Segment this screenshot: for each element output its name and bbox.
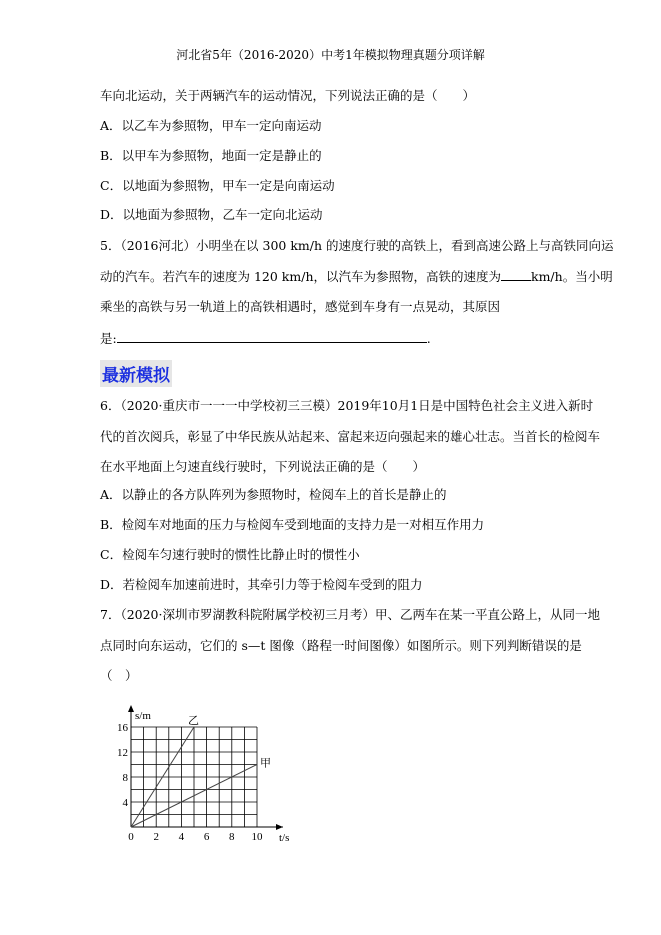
- q7-line2: 点同时向东运动，它们的 s—t 图像（路程一时间图像）如图所示。则下列判断错误的是: [100, 638, 582, 653]
- q4-option-a: A．以乙车为参照物，甲车一定向南运动: [100, 118, 322, 133]
- q5-line2: [100, 268, 613, 285]
- x-tick-label: 4: [178, 831, 185, 843]
- page-header: 河北省5年（2016-2020）中考1年模拟物理真题分项详解: [176, 48, 485, 62]
- q4-option-c: C．以地面为参照物，甲车一定是向南运动: [100, 178, 335, 193]
- series-label-0: 乙: [188, 715, 199, 727]
- q5-line4b: .: [426, 331, 431, 346]
- x-tick-label: 0: [128, 831, 134, 843]
- x-tick-label: 6: [203, 831, 210, 843]
- q4-option-d: D．以地面为参照物，乙车一定向北运动: [100, 207, 323, 222]
- y-tick-label: 12: [117, 747, 128, 759]
- q5-line2b: km/h。当小明: [531, 269, 613, 284]
- q6-option-a: A．以静止的各方队阵列为参照物时，检阅车上的首长是静止的: [100, 487, 447, 502]
- q4-option-b: B．以甲车为参照物，地面一定是静止的: [100, 148, 322, 163]
- x-tick-label: 10: [251, 831, 263, 843]
- q6-line2: 代的首次阅兵，彰显了中华民族从站起来、富起来迈向强起来的雄心壮志。当首长的检阅车: [100, 429, 601, 444]
- y-axis-label: s/m: [135, 710, 151, 722]
- q6-line3: 在水平地面上匀速直线行驶时，下列说法正确的是（ ）: [100, 459, 426, 474]
- y-tick-label: 8: [122, 772, 128, 784]
- q5-line3: 乘坐的高铁与另一轨道上的高铁相遇时，感觉到车身有一点晃动，其原因: [100, 299, 501, 314]
- y-tick-label: 16: [117, 722, 128, 734]
- q7-line3: （ ）: [100, 668, 138, 683]
- q5-line4a: 是:: [100, 331, 117, 346]
- q6-option-c: C．检阅车匀速行驶时的惯性比静止时的惯性小: [100, 547, 360, 562]
- q5-blank-reason[interactable]: [117, 330, 427, 343]
- q5-line2a: 动的汽车。若汽车的速度为 120 km/h，以汽车为参照物，高铁的速度为: [100, 269, 501, 284]
- x-axis-arrow-icon: [276, 824, 283, 830]
- series-line-1: [131, 765, 257, 828]
- q5-line1: 5．（2016河北）小明坐在以 300 km/h 的速度行驶的高铁上，看到高速公路上与高铁同向运: [100, 238, 614, 253]
- q5-blank-speed[interactable]: [501, 268, 531, 281]
- q6-line1: 6．（2020·重庆市一一一中学校初三三模）2019年10月1日是中国特色社会主义进入新时: [100, 398, 594, 413]
- q7-line1: 7．（2020·深圳市罗湖教科院附属学校初三月考）甲、乙两车在某一平直公路上，从同一地: [100, 607, 600, 622]
- section-heading: 最新模拟: [100, 360, 172, 387]
- x-axis-label: t/s: [279, 832, 290, 844]
- series-line-0: [131, 727, 194, 827]
- x-tick-label: 2: [153, 831, 159, 843]
- y-tick-label: 4: [122, 797, 128, 809]
- q4-stem: 车向北运动，关于两辆汽车的运动情况，下列说法正确的是（ ）: [100, 88, 476, 103]
- y-axis-arrow-icon: [128, 705, 134, 712]
- x-tick-label: 8: [229, 831, 235, 843]
- q5-line4: [100, 330, 431, 347]
- q6-option-b: B．检阅车对地面的压力与检阅车受到地面的支持力是一对相互作用力: [100, 517, 485, 532]
- series-label-1: 甲: [260, 757, 271, 770]
- q6-option-d: D．若检阅车加速前进时，其牵引力等于检阅车受到的阻力: [100, 577, 423, 592]
